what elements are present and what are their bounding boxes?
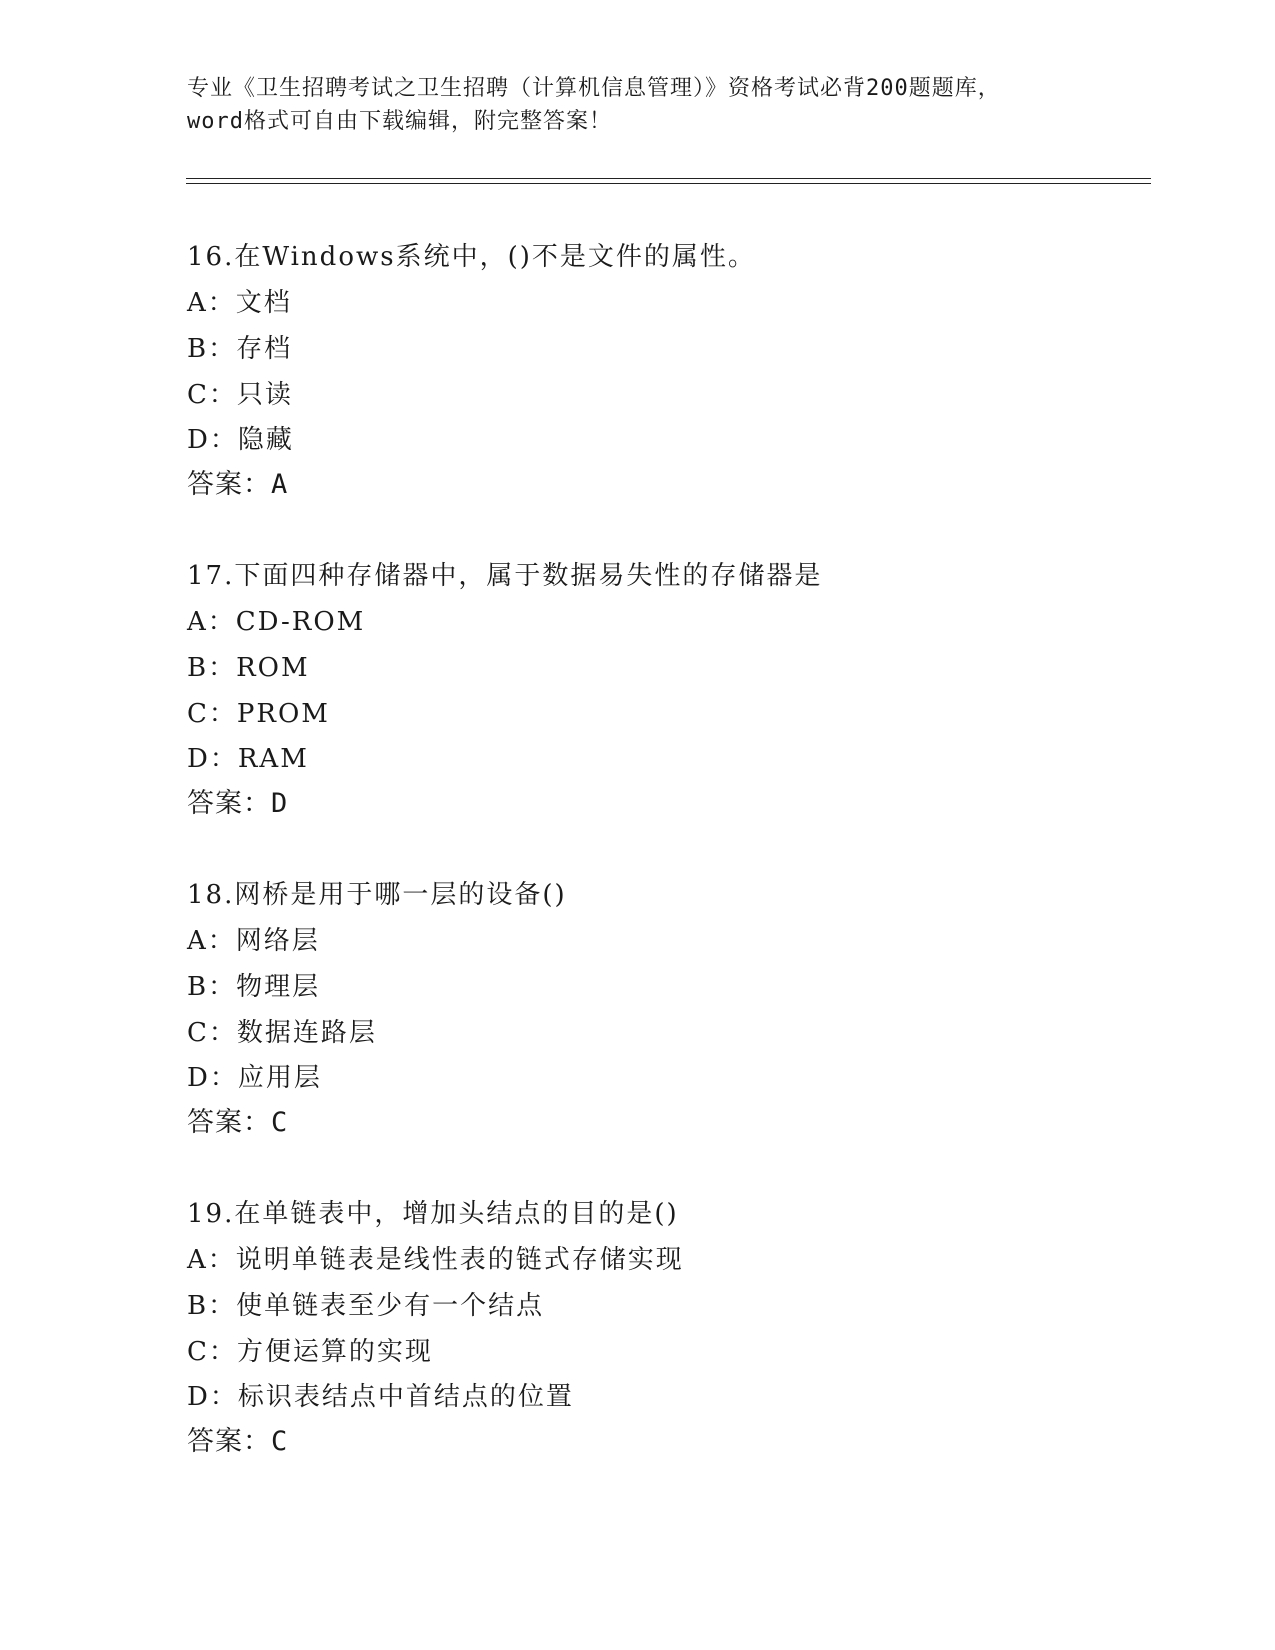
question-stem: 18.网桥是用于哪一层的设备() <box>187 880 567 910</box>
option-d: D：标识表结点中首结点的位置 <box>187 1382 574 1412</box>
answer-label: 答案： <box>187 1426 271 1457</box>
header-divider-top <box>186 178 1151 179</box>
answer-value: C <box>271 1107 289 1138</box>
option-a: A：文档 <box>187 288 292 318</box>
answer-line <box>187 781 288 827</box>
answer-label: 答案： <box>187 1107 271 1138</box>
question-stem: 16.在Windows系统中，()不是文件的属性。 <box>187 242 756 272</box>
answer-label: 答案： <box>187 788 271 819</box>
header-divider-bottom <box>186 183 1151 184</box>
answer-line <box>187 1100 288 1146</box>
answer-value: D <box>271 788 289 819</box>
option-a: A：CD-ROM <box>187 607 366 637</box>
option-b: B：ROM <box>187 653 310 683</box>
option-c: C：数据连路层 <box>187 1018 377 1048</box>
document-header <box>187 72 1087 138</box>
question-stem: 17.下面四种存储器中，属于数据易失性的存储器是 <box>187 561 823 591</box>
option-c: C：PROM <box>187 699 330 729</box>
answer-line <box>187 1419 288 1465</box>
answer-line <box>187 462 288 508</box>
option-b: B：物理层 <box>187 972 321 1002</box>
question-stem: 19.在单链表中，增加头结点的目的是() <box>187 1199 679 1229</box>
option-c: C：只读 <box>187 380 293 410</box>
header-title-line-2: word格式可自由下载编辑，附完整答案！ <box>187 109 612 134</box>
option-a: A：网络层 <box>187 926 320 956</box>
answer-value: C <box>271 1426 289 1457</box>
header-title-line-1: 专业《卫生招聘考试之卫生招聘（计算机信息管理）》资格考试必背200题题库， <box>187 76 1001 101</box>
option-b: B：使单链表至少有一个结点 <box>187 1291 545 1321</box>
option-a: A：说明单链表是线性表的链式存储实现 <box>187 1245 684 1275</box>
option-d: D：应用层 <box>187 1063 322 1093</box>
option-d: D：隐藏 <box>187 425 294 455</box>
option-d: D：RAM <box>187 744 309 774</box>
answer-value: A <box>271 469 289 500</box>
option-b: B：存档 <box>187 334 293 364</box>
option-c: C：方便运算的实现 <box>187 1337 433 1367</box>
answer-label: 答案： <box>187 469 271 500</box>
